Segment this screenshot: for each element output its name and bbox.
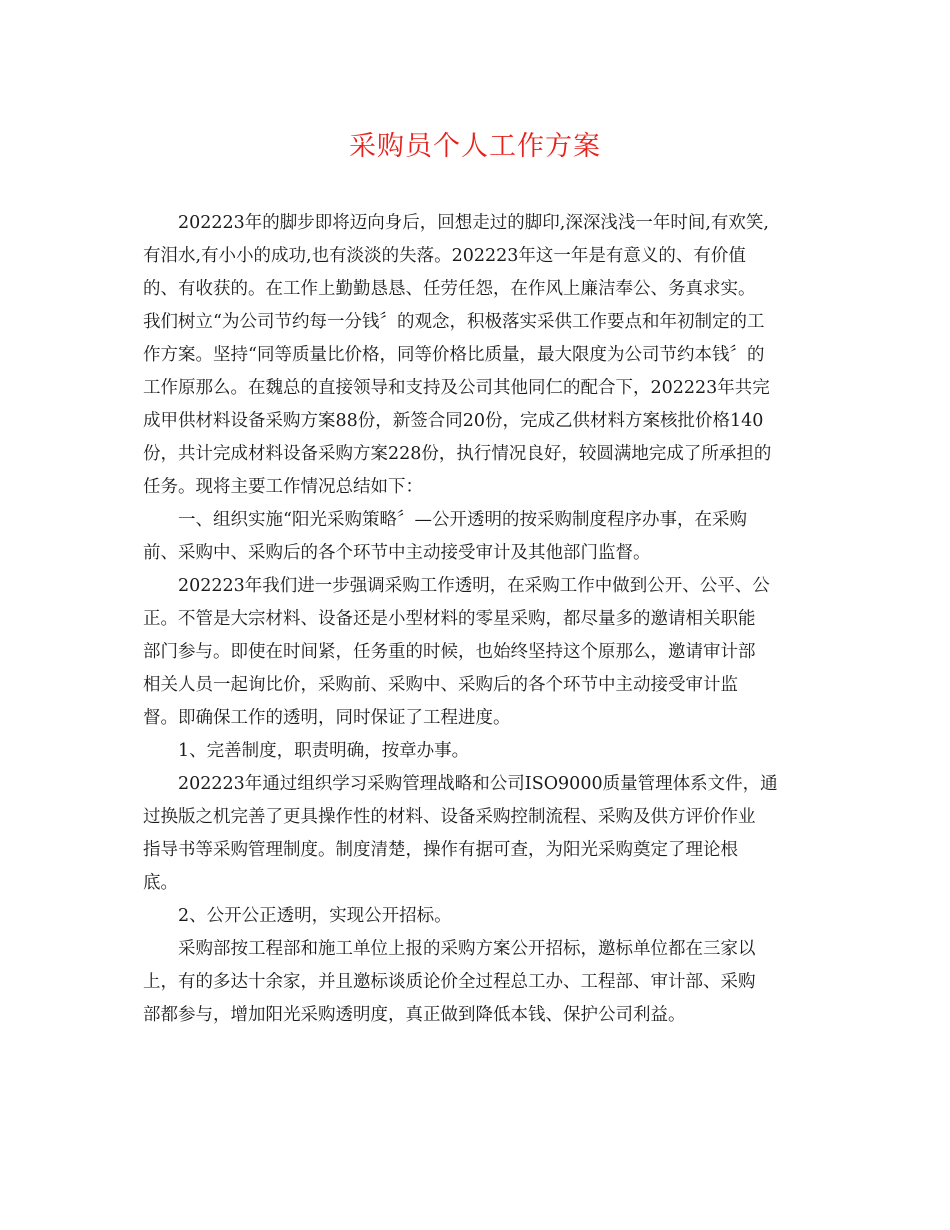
paragraph-line: 作方案。坚持“同等质量比价格，同等价格比质量，最大限度为公司节约本钱〞的	[143, 345, 765, 365]
paragraph-line: 督。即确保工作的透明，同时保证了工程进度。	[143, 708, 511, 728]
paragraph-line: 202223年通过组织学习采购管理战略和公司ISO9000质量管理体系文件，通	[178, 774, 778, 794]
paragraph-line: 202223年的脚步即将迈向身后，回想走过的脚印,深深浅浅一年时间,有欢笑,	[178, 213, 769, 233]
document-title: 采购员个人工作方案	[349, 131, 601, 162]
paragraph-line: 成甲供材料设备采购方案88份，新签合同20份，完成乙供材料方案核批价格140	[143, 411, 764, 431]
paragraph-line: 采购部按工程部和施工单位上报的采购方案公开招标，邀标单位都在三家以	[178, 939, 756, 959]
paragraph-line: 一、组织实施“阳光采购策略〞—公开透明的按采购制度程序办事，在采购	[178, 510, 747, 530]
paragraph-line: 我们树立“为公司节约每一分钱〞的观念，积极落实采供工作要点和年初制定的工	[143, 312, 765, 332]
paragraph-line: 份，共计完成材料设备采购方案228份，执行情况良好，较圆满地完成了所承担的	[143, 444, 772, 464]
paragraph-line: 底。	[143, 873, 178, 893]
section-heading: 1、完善制度，职责明确，按章办事。	[178, 741, 470, 761]
paragraph-line: 202223年我们进一步强调采购工作透明，在采购工作中做到公开、公平、公	[178, 576, 770, 596]
paragraph-line: 相关人员一起询比价，采购前、采购中、采购后的各个环节中主动接受审计监	[143, 675, 738, 695]
paragraph-line: 部门参与。即使在时间紧，任务重的时候，也始终坚持这个原那么，邀请审计部	[143, 642, 756, 662]
paragraph-line: 过换版之机完善了更具操作性的材料、设备采购控制流程、采购及供方评价作业	[143, 807, 756, 827]
paragraph-line: 上，有的多达十余家，并且邀标谈质论价全过程总工办、工程部、审计部、采购	[143, 972, 756, 992]
paragraph-line: 的、有收获的。在工作上勤勤恳恳、任劳任怨，在作风上廉洁奉公、务真求实。	[143, 279, 756, 299]
paragraph-line: 任务。现将主要工作情况总结如下：	[143, 477, 423, 497]
section-heading: 2、公开公正透明，实现公开招标。	[178, 906, 452, 926]
paragraph-line: 正。不管是大宗材料、设备还是小型材料的零星采购，都尽量多的邀请相关职能	[143, 609, 756, 629]
paragraph-line: 有泪水,有小小的成功,也有淡淡的失落。202223年这一年是有意义的、有价值	[143, 246, 746, 266]
paragraph-line: 指导书等采购管理制度。制度清楚，操作有据可查，为阳光采购奠定了理论根	[143, 840, 738, 860]
paragraph-line: 部都参与，增加阳光采购透明度，真正做到降低本钱、保护公司利益。	[143, 1005, 686, 1025]
paragraph-line: 工作原那么。在魏总的直接领导和支持及公司其他同仁的配合下，202223年共完	[143, 378, 770, 398]
paragraph-line: 前、采购中、采购后的各个环节中主动接受审计及其他部门监督。	[143, 543, 651, 563]
